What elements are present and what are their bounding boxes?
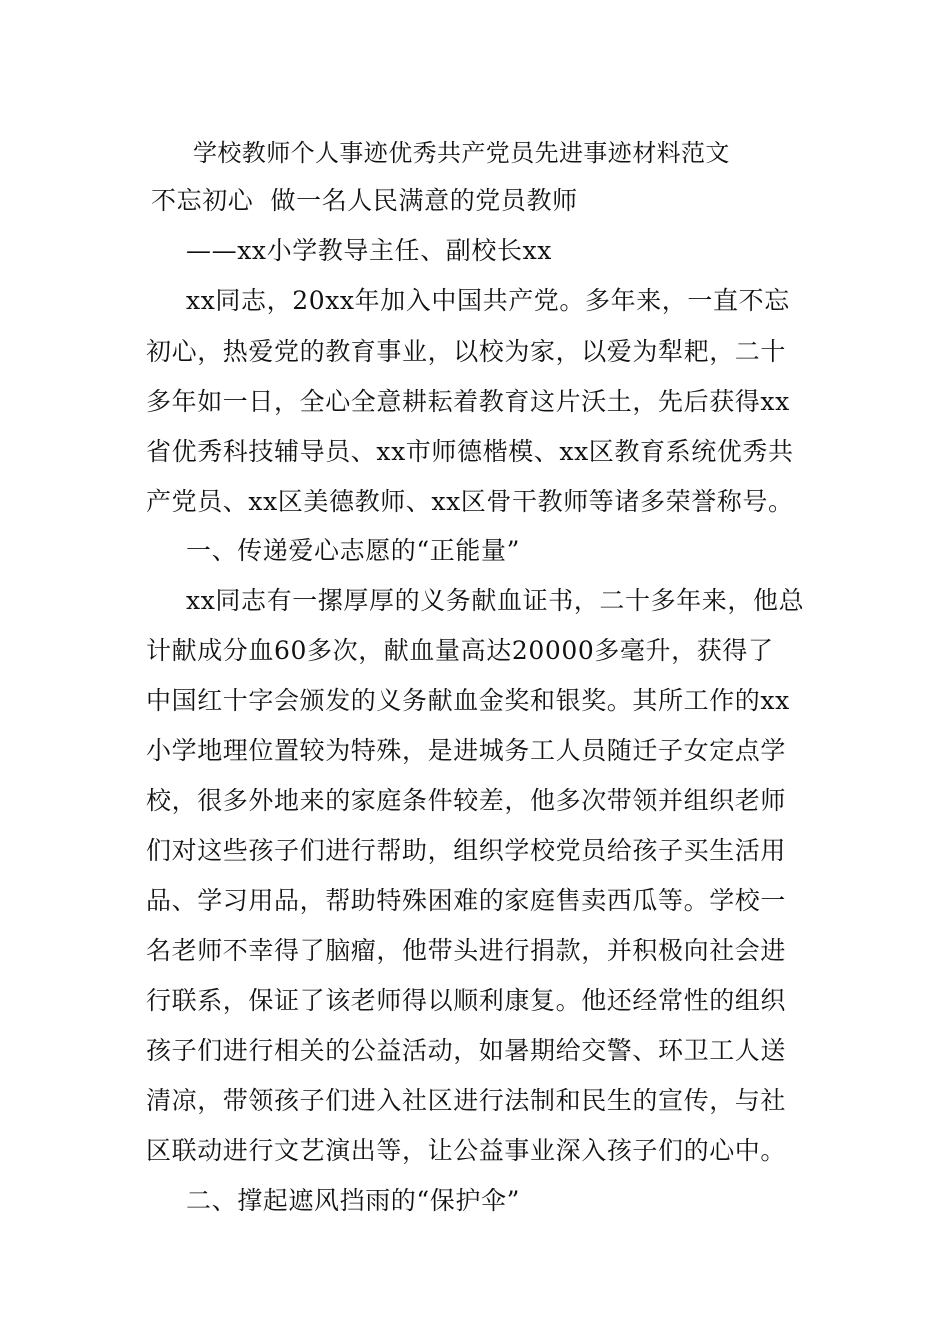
section-heading: 二、撑起遮风挡雨的“保护伞” bbox=[186, 1186, 520, 1215]
paragraph-line: 多年如一日，全心全意耕耘着教育这片沃土，先后获得xx bbox=[146, 387, 790, 416]
paragraph-line: 校，很多外地来的家庭条件较差，他多次带领并组织老师 bbox=[146, 786, 787, 815]
document-byline: ——xx小学教导主任、副校长xx bbox=[186, 236, 552, 265]
paragraph-line: 初心，热爱党的教育事业，以校为家，以爱为犁耙，二十 bbox=[146, 337, 787, 366]
paragraph-line: 计献成分血60多次，献血量高达20000多毫升，获得了 bbox=[146, 636, 774, 665]
paragraph-line: 产党员、xx区美德教师、xx区骨干教师等诸多荣誉称号。 bbox=[146, 487, 794, 516]
paragraph-line: 品、学习用品，帮助特殊困难的家庭售卖西瓜等。学校一 bbox=[146, 886, 787, 915]
paragraph-line: xx同志，20xx年加入中国共产党。多年来，一直不忘 bbox=[186, 286, 790, 315]
paragraph-line: 省优秀科技辅导员、xx市师德楷模、xx区教育系统优秀共 bbox=[146, 437, 794, 466]
paragraph-line: 名老师不幸得了脑瘤，他带头进行捐款，并积极向社会进 bbox=[146, 936, 787, 965]
paragraph-line: 中国红十字会颁发的义务献血金奖和银奖。其所工作的xx bbox=[146, 686, 790, 715]
section-heading: 一、传递爱心志愿的“正能量” bbox=[186, 536, 520, 565]
paragraph-line: 区联动进行文艺演出等，让公益事业深入孩子们的心中。 bbox=[146, 1136, 787, 1165]
paragraph-line: 小学地理位置较为特殊，是进城务工人员随迁子女定点学 bbox=[146, 736, 787, 765]
document-title: 学校教师个人事迹优秀共产党员先进事迹材料范文 bbox=[193, 139, 730, 167]
paragraph-line: 们对这些孩子们进行帮助，组织学校党员给孩子买生活用 bbox=[146, 836, 787, 865]
paragraph-line: 清凉，带领孩子们进入社区进行法制和民生的宣传，与社 bbox=[146, 1086, 787, 1115]
paragraph-line: xx同志有一摞厚厚的义务献血证书，二十多年来，他总 bbox=[186, 586, 805, 615]
document-subtitle: 不忘初心 做一名人民满意的党员教师 bbox=[151, 186, 578, 215]
paragraph-line: 孩子们进行相关的公益活动，如暑期给交警、环卫工人送 bbox=[146, 1036, 787, 1065]
paragraph-line: 行联系，保证了该老师得以顺利康复。他还经常性的组织 bbox=[146, 986, 787, 1015]
